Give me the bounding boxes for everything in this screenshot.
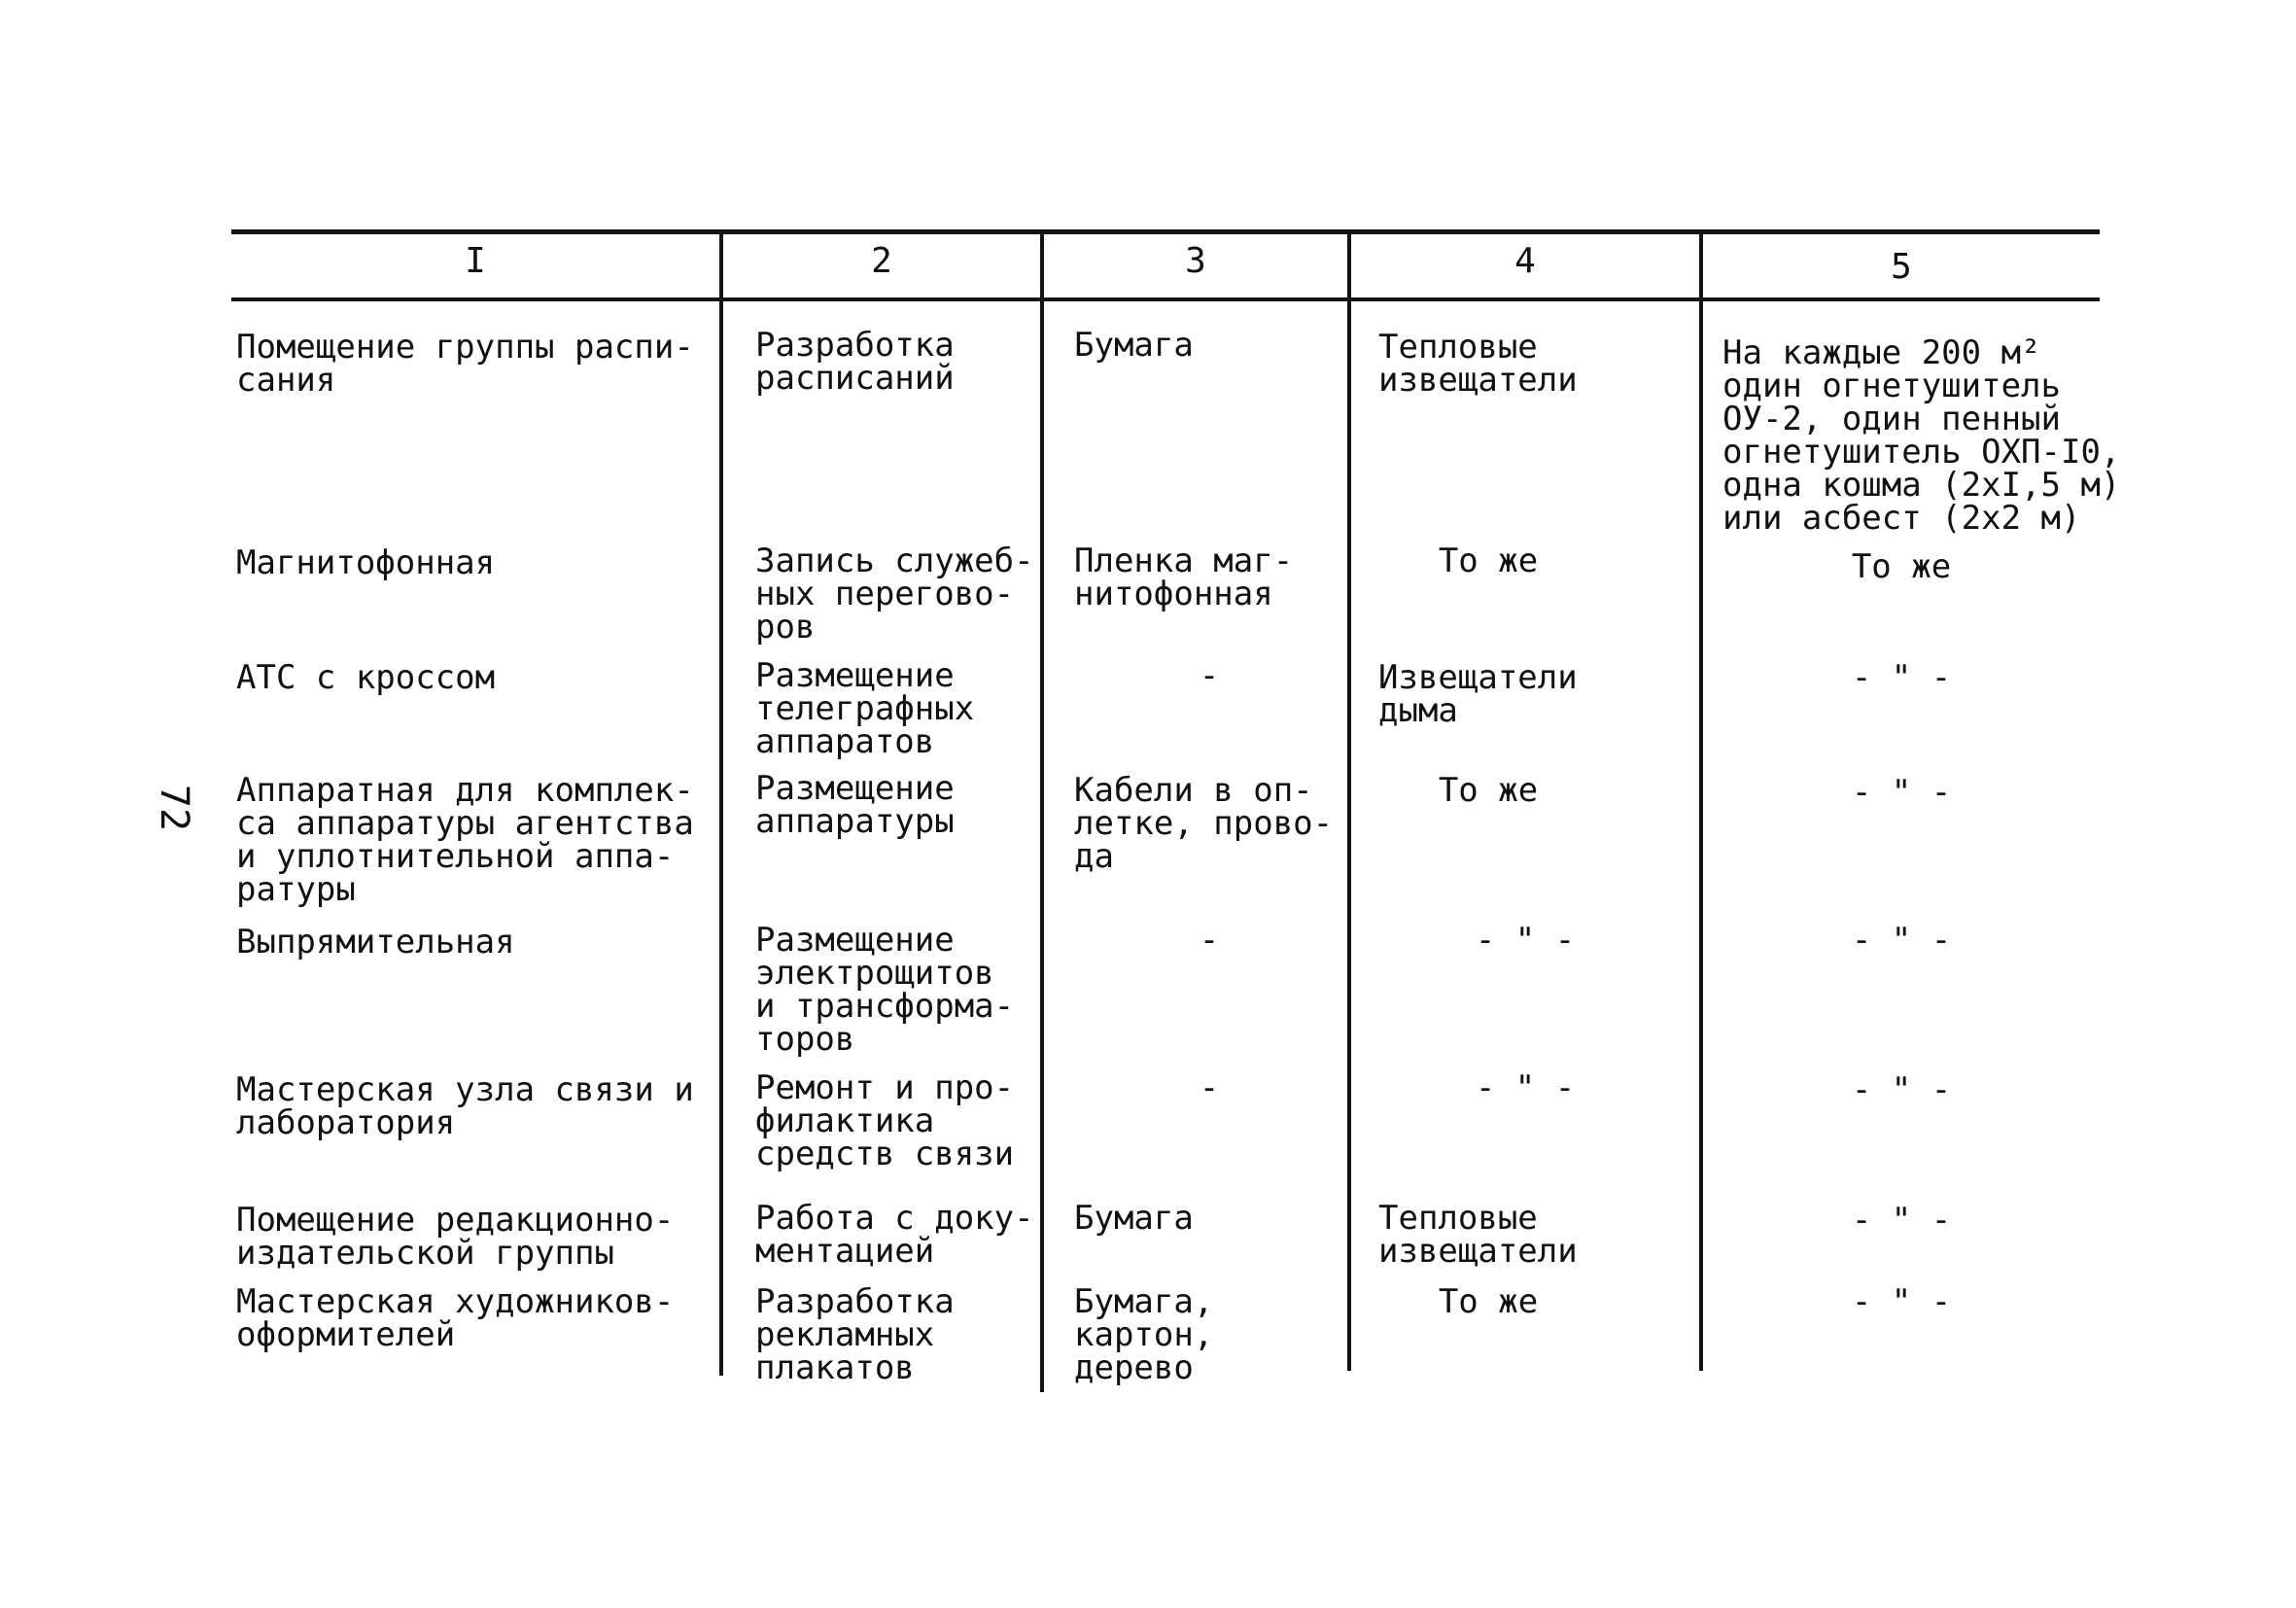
column-header-3: 3 [1185,241,1206,281]
table-cell-room: Магнитофонная [236,543,496,582]
column-header-5: 5 [1891,247,1912,287]
table-cell-detection: - " - [1475,1068,1576,1107]
table-cell-material: - [1199,1068,1220,1107]
table-cell-process: Работа с доку- ментацией [755,1199,1034,1271]
table-cell-process: Размещение электрощитов и трансформа- торов [755,921,1015,1059]
column-header-4: 4 [1514,241,1536,281]
table-cell-room: АТС с кроссом [236,658,496,697]
table-cell-detection: - " - [1475,921,1576,960]
table-cell-room: Помещение редакционно- издательской группы [236,1201,675,1273]
table-cell-process: Разработка расписаний [755,326,955,398]
table-cell-detection: То же [1438,542,1539,580]
table-cell-room: Мастерская художников- оформителей [236,1282,675,1354]
table-cell-extinguishing: - " - [1851,773,1952,812]
table-cell-extinguishing: - " - [1851,1282,1952,1321]
table-cell-extinguishing: То же [1851,547,1952,586]
column-divider-1 [719,233,723,1376]
table-cell-detection: То же [1438,771,1539,810]
table-cell-extinguishing: - " - [1851,921,1952,960]
column-header-2: 2 [871,241,892,281]
table-cell-process: Размещение аппаратуры [755,769,955,841]
column-header-1: I [465,241,486,281]
table-cell-material: Кабели в оп- летке, прово- да [1074,771,1334,876]
table-cell-extinguishing: - " - [1851,1201,1952,1240]
table-cell-room: Аппаратная для комплек- са аппаратуры агентства и уплотнительной аппа- ратуры [236,771,694,909]
table-cell-detection: То же [1438,1282,1539,1321]
table-cell-room: Помещение группы распи- сания [236,328,694,400]
table-cell-room: Мастерская узла связи и лаборатория [236,1070,694,1142]
table-cell-extinguishing: На каждые 200 м² один огнетушитель ОУ-2, один пенный огнетушитель ОХП-I0, одна кошма (2хI,5 м) или асбест (2х2 м) [1722,333,2121,538]
table-cell-material: Бумага, картон, дерево [1074,1282,1214,1387]
table-cell-extinguishing: - " - [1851,1070,1952,1109]
table-cell-material: - [1199,921,1220,960]
table-cell-detection: Извещатели дыма [1378,658,1578,730]
table-cell-material: Бумага [1074,326,1194,365]
table-cell-material: - [1199,656,1220,695]
table-top-rule [231,229,2100,234]
table-cell-extinguishing: - " - [1851,658,1952,697]
table-cell-process: Разработка рекламных плакатов [755,1282,955,1387]
column-divider-2 [1040,233,1044,1392]
table-cell-detection: Тепловые извещатели [1378,328,1578,400]
table-cell-process: Ремонт и про- филактика средств связи [755,1068,1015,1173]
table-cell-room: Выпрямительная [236,923,515,961]
table-cell-material: Пленка маг- нитофонная [1074,542,1294,613]
page-number: 72 [152,784,197,832]
table-cell-process: Размещение телеграфных аппаратов [755,656,975,761]
table-cell-process: Запись служеб- ных перегово- ров [755,542,1034,647]
table-cell-material: Бумага [1074,1199,1194,1238]
table-cell-detection: Тепловые извещатели [1378,1199,1578,1271]
